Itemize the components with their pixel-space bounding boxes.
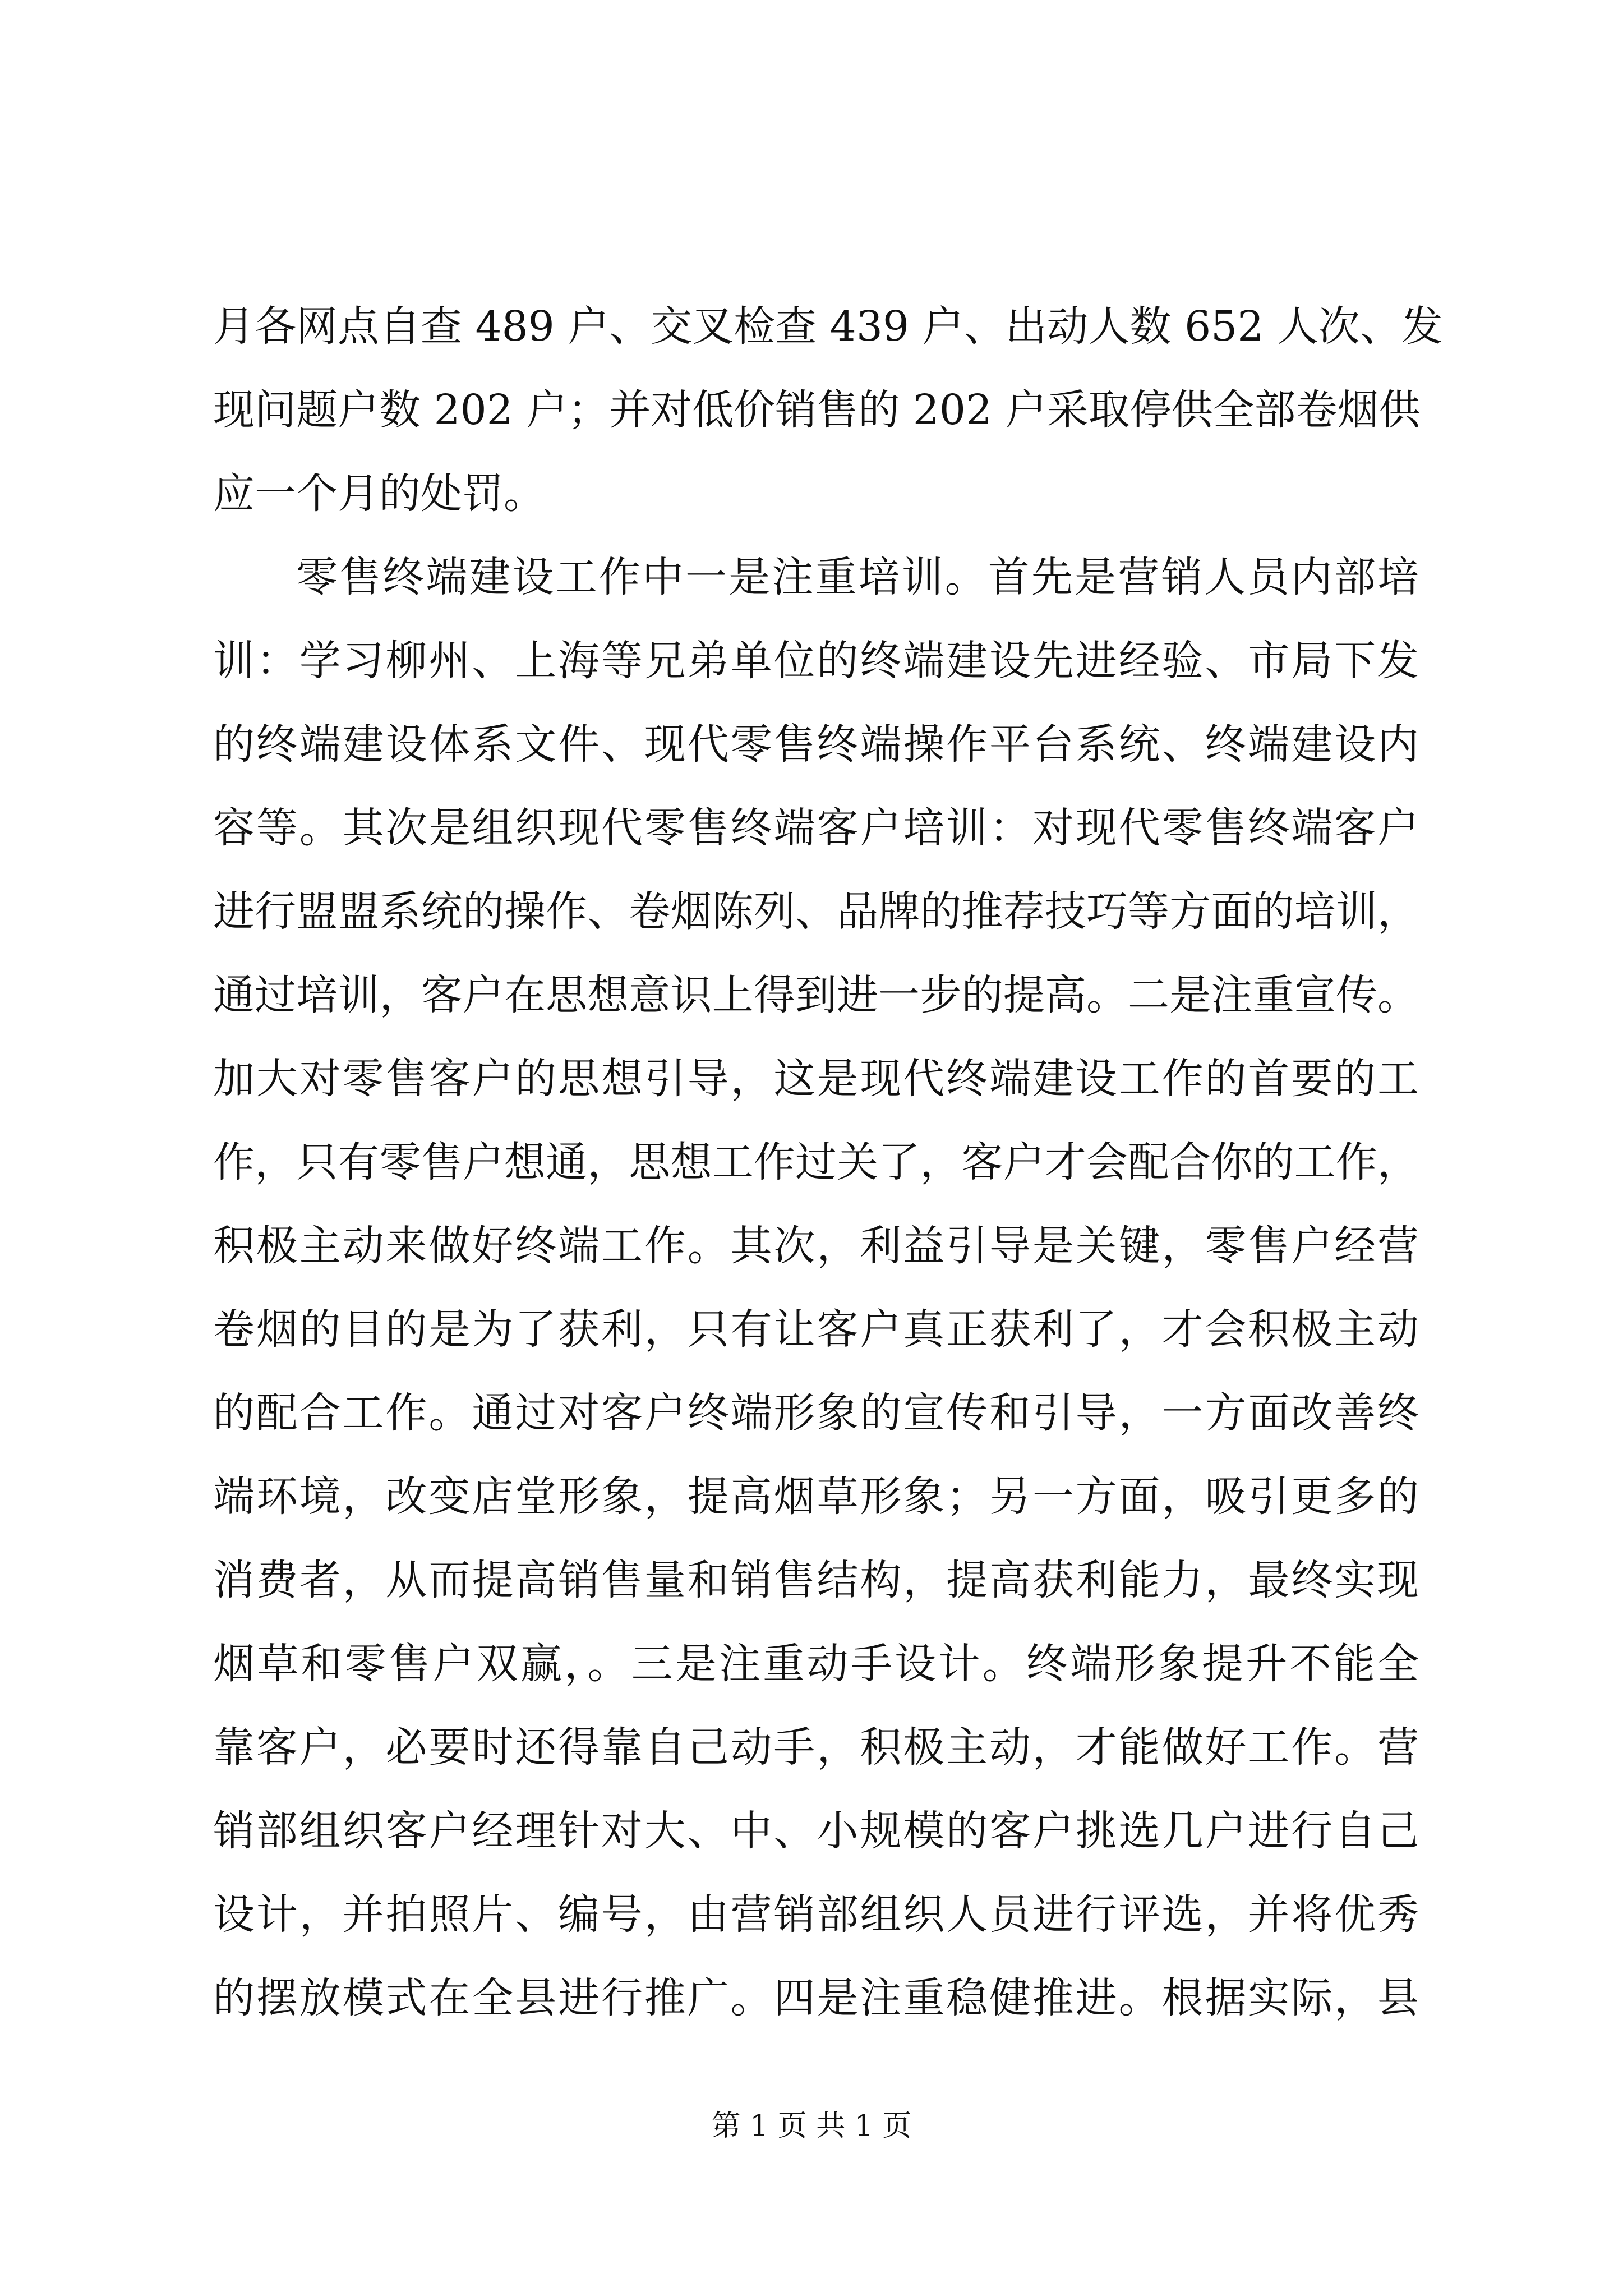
text-line: 积极主动来做好终端工作。其次，利益引导是关键，零售户经营 [213, 1222, 1419, 1270]
text-line: 容等。其次是组织现代零售终端客户培训：对现代零售终端客户 [213, 804, 1419, 852]
text-line: 烟草和零售户双赢，。三是注重动手设计。终端形象提升不能全 [213, 1640, 1419, 1688]
text-line: 的配合工作。通过对客户终端形象的宣传和引导，一方面改善终 [213, 1389, 1419, 1437]
text-line: 月各网点自查 489 户、交叉检查 439 户、出动人数 652 人次、发 [213, 302, 1443, 351]
text-line: 训：学习柳州、上海等兄弟单位的终端建设先进经验、市局下发 [213, 637, 1419, 685]
text-line: 销部组织客户经理针对大、中、小规模的客户挑选几户进行自己 [213, 1807, 1419, 1855]
text-line: 设计，并拍照片、编号，由营销部组织人员进行评选，并将优秀 [213, 1890, 1419, 1939]
text-line: 加大对零售客户的思想引导，这是现代终端建设工作的首要的工 [213, 1055, 1419, 1103]
text-line: 现问题户数 202 户；并对低价销售的 202 户采取停供全部卷烟供 [213, 386, 1421, 434]
text-line: 端环境，改变店堂形象，提高烟草形象；另一方面，吸引更多的 [213, 1473, 1419, 1521]
text-line: 作，只有零售户想通，思想工作过关了，客户才会配合你的工作， [213, 1138, 1419, 1186]
paragraph-first-line: 零售终端建设工作中一是注重培训。首先是营销人员内部培 [296, 553, 1419, 601]
text-line: 卷烟的目的是为了获利，只有让客户真正获利了，才会积极主动 [213, 1305, 1419, 1354]
text-line: 的终端建设体系文件、现代零售终端操作平台系统、终端建设内 [213, 720, 1419, 769]
text-line: 靠客户，必要时还得靠自己动手，积极主动，才能做好工作。营 [213, 1723, 1419, 1772]
page-footer: 第 1 页 共 1 页 [711, 2109, 912, 2143]
document-body [213, 285, 1443, 2040]
text-line: 应一个月的处罚。 [213, 470, 545, 518]
text-line: 进行盟盟系统的操作、卷烟陈列、品牌的推荐技巧等方面的培训， [213, 887, 1419, 936]
text-line: 通过培训，客户在思想意识上得到进一步的提高。二是注重宣传。 [213, 971, 1419, 1019]
text-line: 的摆放模式在全县进行推广。四是注重稳健推进。根据实际，县 [213, 1974, 1419, 2022]
text-line: 消费者，从而提高销售量和销售结构，提高获利能力，最终实现 [213, 1556, 1419, 1604]
